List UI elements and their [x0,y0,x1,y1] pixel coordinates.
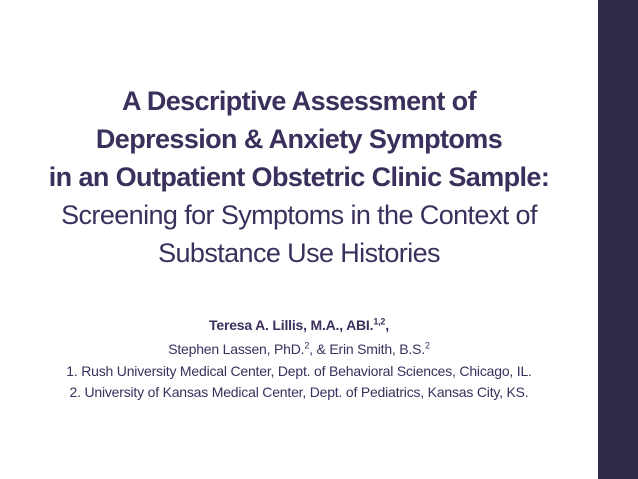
primary-author [0,313,598,337]
second-author-affiliation-marker: 2 [304,340,310,351]
title-block [0,82,598,272]
title-line-2: Depression & Anxiety Symptoms [95,124,503,154]
title-line-3: in an Outpatient Obstetric Clinic Sample: [48,162,550,192]
affiliation-1: 1. Rush University Medical Center, Dept. of Behavioral Sciences, Chicago, IL. [66,363,532,379]
affiliation-2: 2. University of Kansas Medical Center, Dept. of Pediatrics, Kansas City, KS. [69,384,529,400]
third-author-name: , & Erin Smith, B.S. [309,341,425,357]
subtitle-line-1: Screening for Symptoms in the Context of [61,200,537,230]
authors-block [0,313,598,403]
primary-author-name: Teresa A. Lillis, M.A., ABI. [209,317,374,333]
co-authors [0,337,598,361]
primary-author-suffix: , [385,317,389,333]
subtitle-line-2: Substance Use Histories [158,238,440,268]
third-author-affiliation-marker: 2 [424,340,430,351]
title-line-1: A Descriptive Assessment of [122,86,476,116]
primary-author-affiliation-marker: 1,2 [373,316,386,327]
side-accent-bar [598,0,638,479]
second-author-name: Stephen Lassen, PhD. [168,341,305,357]
